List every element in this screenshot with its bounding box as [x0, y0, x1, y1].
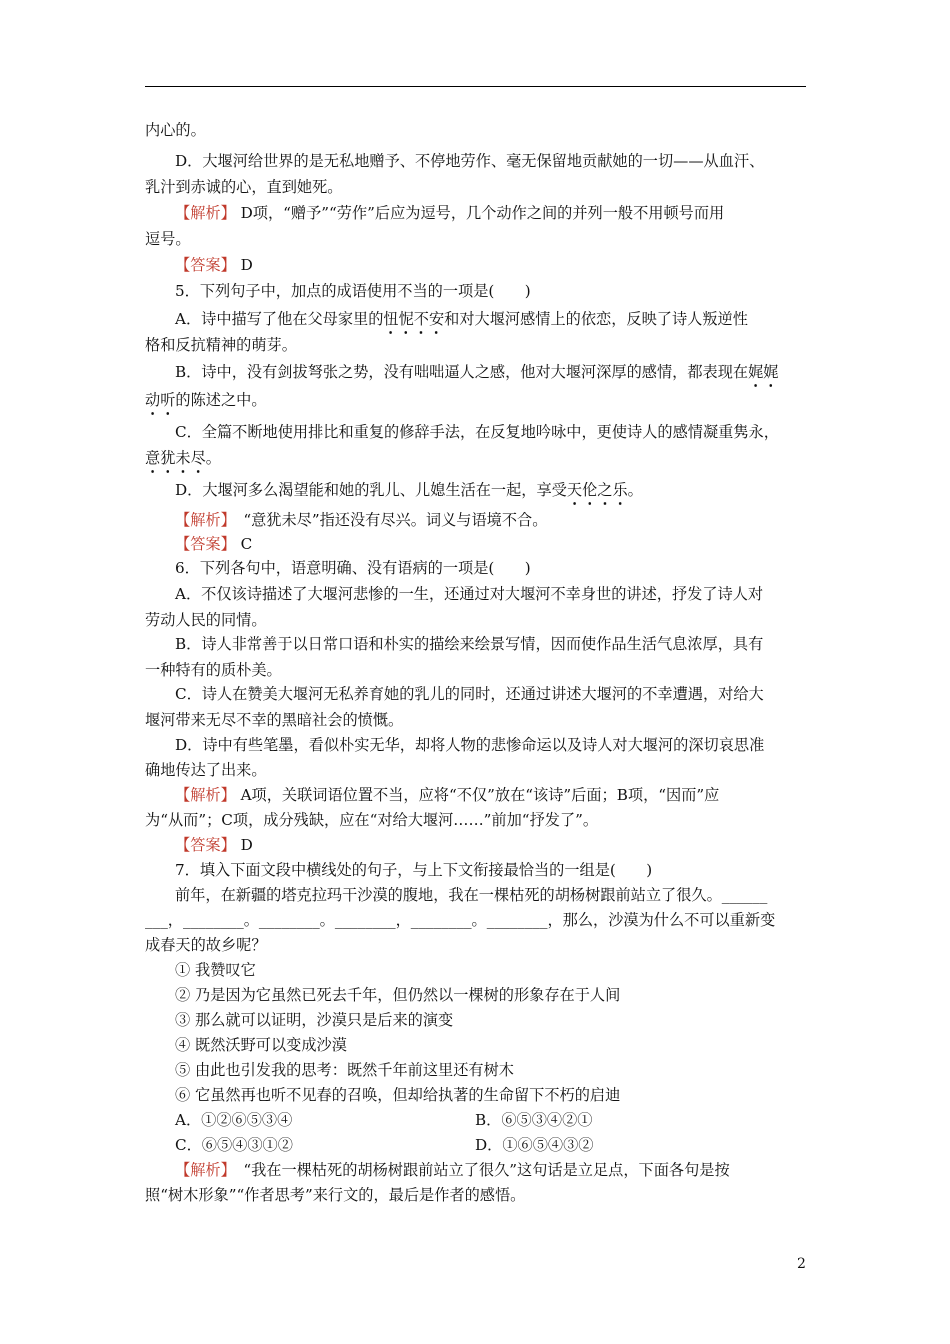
- text: 。: [205, 449, 221, 467]
- text-line: [145, 1183, 525, 1207]
- option-b: [175, 360, 778, 384]
- analysis: [175, 201, 724, 225]
- text: 成春天的故乡呢？: [145, 936, 267, 954]
- text: 内心的。: [145, 121, 206, 139]
- answer-tag: 【答案】: [175, 535, 236, 553]
- emphasized-idiom: 娓娓: [748, 360, 778, 384]
- analysis-tag: 【解析】: [175, 204, 236, 222]
- option-a: [175, 307, 748, 331]
- text: A．不仅该诗描述了大堰河悲惨的一生，还通过对大堰河不幸身世的讲述，抒发了诗人对: [175, 585, 764, 603]
- text: A．诗中描写了他在父母家里的: [175, 310, 384, 328]
- text: 照“树木形象”“作者思考”来行文的，最后是作者的感悟。: [145, 1186, 526, 1204]
- analysis-tag: 【解析】: [175, 1161, 229, 1179]
- option-d: [175, 733, 764, 757]
- sentence-3: [175, 1008, 453, 1032]
- options-ab: [175, 1108, 593, 1132]
- text-line: [145, 175, 342, 199]
- text: C．诗人在赞美大堰河无私养育她的乳儿的同时，还通过讲述大堰河的不幸遭遇，对给大: [175, 685, 764, 703]
- text-line: [145, 608, 267, 632]
- text-line: [145, 758, 267, 782]
- text: 6．下列各句中，语意明确、没有语病的一项是( ): [175, 559, 531, 577]
- text: C．全篇不断地使用排比和重复的修辞手法，在反复地吟咏中，更使诗人的感情凝重隽永，: [175, 423, 779, 441]
- text-line: [145, 908, 775, 932]
- option-c: [175, 420, 779, 444]
- text-line: [145, 708, 403, 732]
- option-d: [175, 149, 764, 173]
- text: 格和反抗精神的萌芽。: [145, 336, 297, 354]
- text: D．诗中有些笔墨，看似朴实无华，却将人物的悲惨命运以及诗人对大堰河的深切哀思准: [175, 736, 765, 754]
- text: ⑥ 它虽然再也听不见春的召唤，但却给执著的生命留下不朽的启迪: [175, 1086, 621, 1104]
- sentence-2: [175, 983, 620, 1007]
- text-line: [145, 118, 206, 142]
- text: ___，________。________。________，________。________，那么，沙漠为什么不可以重新变: [145, 911, 776, 929]
- option-a: [175, 582, 763, 606]
- text: D: [235, 836, 253, 854]
- text: ③ 那么就可以证明，沙漠只是后来的演变: [175, 1011, 454, 1029]
- analysis: [175, 1158, 730, 1182]
- option-d: [175, 478, 643, 502]
- text: 7．填入下面文段中横线处的句子，与上下文衔接最恰当的一组是( ): [175, 861, 653, 879]
- question-6: [175, 556, 531, 580]
- text: B．诗人非常善于以日常口语和朴实的描绘来绘景写情，因而使作品生活气息浓厚，具有: [175, 635, 764, 653]
- text: 和对大堰河感情上的依恋，反映了诗人叛逆性: [444, 310, 748, 328]
- answer: [175, 532, 252, 556]
- sentence-6: [175, 1083, 620, 1107]
- emphasized-idiom: 意犹未尽: [145, 446, 206, 470]
- text: 。: [627, 481, 643, 499]
- analysis: [175, 783, 719, 807]
- answer: [175, 833, 253, 857]
- text: 劳动人民的同情。: [145, 611, 267, 629]
- question-7: [175, 858, 652, 882]
- text-line: [145, 333, 297, 357]
- text: 前年，在新疆的塔克拉玛干沙漠的腹地，我在一棵枯死的胡杨树跟前站立了很久。______: [175, 886, 768, 904]
- answer-tag: 【答案】: [175, 256, 236, 274]
- page-number: 2: [797, 1256, 806, 1272]
- option-a: A．①②⑥⑤③④: [175, 1111, 293, 1129]
- text-line: [145, 388, 267, 412]
- answer-tag: 【答案】: [175, 836, 236, 854]
- text: 确地传达了出来。: [145, 761, 267, 779]
- text: “我在一棵枯死的胡杨树跟前站立了很久”这句话是立足点，下面各句是按: [228, 1161, 730, 1179]
- text: 逗号。: [145, 230, 191, 248]
- text: C: [235, 535, 253, 553]
- option-b: [175, 632, 763, 656]
- sentence-1: [175, 958, 256, 982]
- text: ④ 既然沃野可以变成沙漠: [175, 1036, 347, 1054]
- emphasized-idiom: 动听: [145, 388, 175, 412]
- analysis-tag: 【解析】: [175, 511, 229, 529]
- analysis: [175, 508, 547, 532]
- sentence-5: [175, 1058, 514, 1082]
- passage: [175, 883, 767, 907]
- option-b: B．⑥⑤③④②①: [475, 1111, 593, 1129]
- text: D项，“赠予”“劳作”后应为逗号，几个动作之间的并列一般不用顿号而用: [235, 204, 725, 222]
- text: A项，关联词语位置不当，应将“不仅”放在“该诗”后面；B项，“因而”应: [235, 786, 720, 804]
- text-line: [145, 808, 598, 832]
- text: 乳汁到赤诚的心，直到她死。: [145, 178, 343, 196]
- text: “意犹未尽”指还没有尽兴。词义与语境不合。: [228, 511, 548, 529]
- text-line: [145, 227, 191, 251]
- text: ⑤ 由此也引发我的思考：既然千年前这里还有树木: [175, 1061, 514, 1079]
- text-line: [145, 658, 282, 682]
- text: 为“从而”；C项，成分残缺，应在“对给大堰河……”前加“抒发了”。: [145, 811, 599, 829]
- text-line: [145, 446, 221, 470]
- header-rule: [145, 86, 806, 87]
- answer: [175, 253, 253, 277]
- text: B．诗中，没有剑拔弩张之势，没有咄咄逼人之感，他对大堰河深厚的感情，都表现在: [175, 363, 749, 381]
- analysis-tag: 【解析】: [175, 786, 236, 804]
- option-c: C．⑥⑤④③①②: [175, 1136, 293, 1154]
- question-5: [175, 279, 531, 303]
- text: ② 乃是因为它虽然已死去千年，但仍然以一棵树的形象存在于人间: [175, 986, 621, 1004]
- text: D．大堰河给世界的是无私地赠予、不停地劳作、毫无保留地贡献她的一切——从血汗、: [175, 152, 765, 170]
- text: 的陈述之中。: [175, 391, 267, 409]
- option-c: [175, 682, 764, 706]
- options-cd: [175, 1133, 594, 1157]
- text: D．大堰河多么渴望能和她的乳儿、儿媳生活在一起，享受: [175, 481, 567, 499]
- text-line: [145, 933, 267, 957]
- option-d: D．①⑥⑤④③②: [475, 1136, 594, 1154]
- text: ① 我赞叹它: [175, 961, 256, 979]
- text: D: [235, 256, 253, 274]
- sentence-4: [175, 1033, 347, 1057]
- text: 一种特有的质朴美。: [145, 661, 282, 679]
- emphasized-idiom: 忸怩不安: [383, 307, 444, 331]
- text: 5．下列句子中，加点的成语使用不当的一项是( ): [175, 282, 531, 300]
- text: 堰河带来无尽不幸的黑暗社会的愤慨。: [145, 711, 404, 729]
- emphasized-idiom: 天伦之乐: [567, 478, 628, 502]
